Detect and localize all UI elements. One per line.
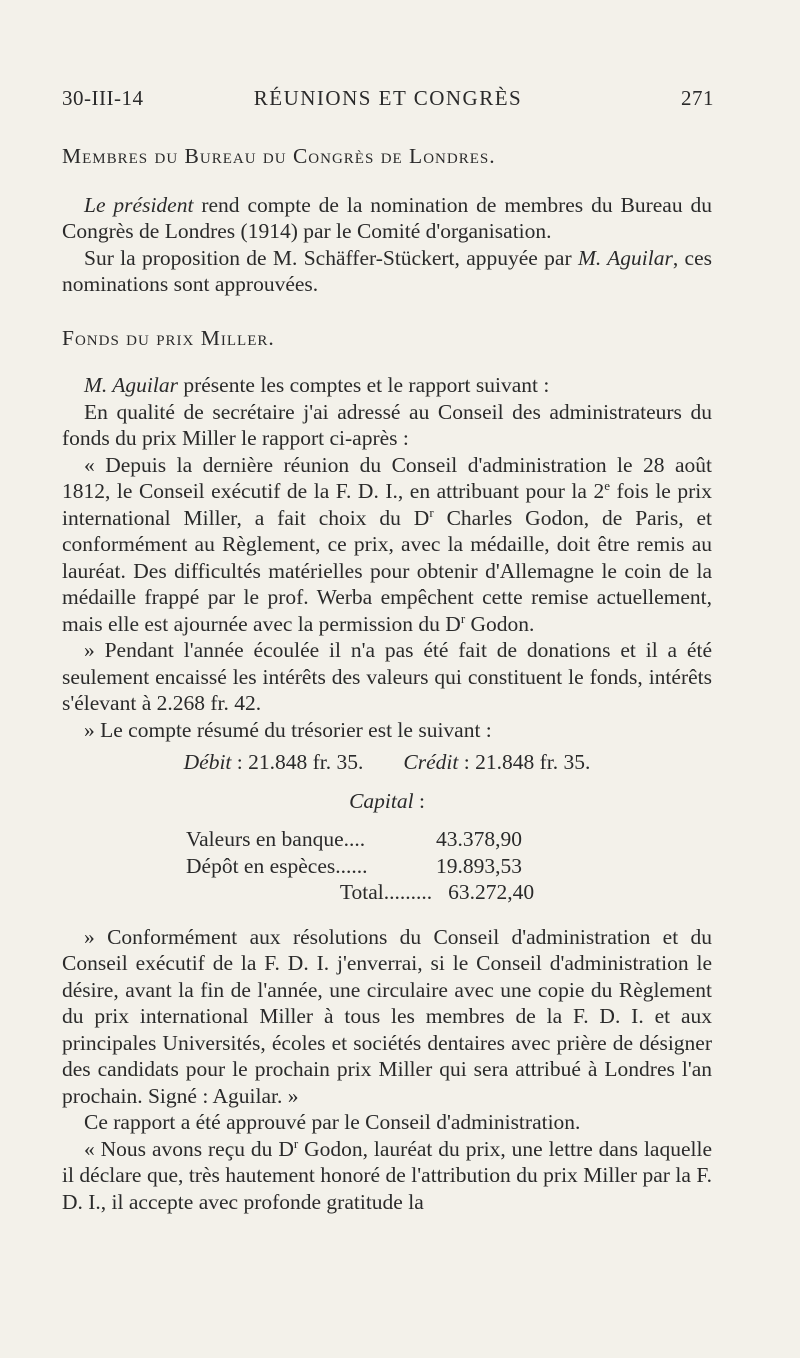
paragraph-proposition <box>62 245 712 298</box>
paragraph-treasurer: » Le compte résumé du trésorier est le suivant : <box>84 717 492 742</box>
paragraph-president <box>62 192 712 245</box>
row-value: 63.272,40 <box>448 880 535 904</box>
paragraph-text: Godon, lauréat du prix, une lettre dans laquelle il déclare que, très hautement honoré de l'attribution du prix Miller par la F. D. I., il accepte avec profonde gratitude la <box>62 1136 713 1214</box>
section-title-bureau: Membres du Bureau du Congrès de Londres. <box>62 144 496 168</box>
table-row <box>186 826 586 853</box>
paragraph-text: Sur la proposition de M. Schäffer-Stückert, appuyée par <box>84 245 578 270</box>
debit <box>184 749 364 776</box>
page-body <box>62 143 712 1215</box>
row-value: 43.378,90 <box>436 827 522 851</box>
debit-credit-row <box>62 749 712 776</box>
header-date: 30-III-14 <box>62 86 144 110</box>
speaker-name: Le président <box>84 192 194 217</box>
paragraph-text: , ces nominations sont approuvées. <box>62 245 713 296</box>
superscript: e <box>604 477 611 493</box>
capital-label: Capital <box>349 788 414 813</box>
page-number: 271 <box>681 86 714 110</box>
paragraph-approved: Ce rapport a été approuvé par le Conseil d'administration. <box>84 1110 581 1134</box>
superscript: r <box>460 610 466 626</box>
row-label: Valeurs en banque.... <box>186 827 366 851</box>
accounts-summary <box>62 749 712 906</box>
row-value: 19.893,53 <box>436 853 522 878</box>
row-label: Total......... <box>339 880 433 904</box>
paragraph-text: Godon. <box>465 611 535 636</box>
paragraph-text: rend compte de la nomination de membres du Bureau du Congrès de Londres (1914) par le Comité d'organisation. <box>62 192 712 243</box>
credit <box>403 749 590 776</box>
capital-colon: : <box>413 788 425 813</box>
capital-table <box>186 826 586 906</box>
superscript: r <box>429 504 434 520</box>
paragraph-aguilar <box>62 372 712 399</box>
superscript: r <box>293 1135 299 1151</box>
paragraph-resolutions: » Conformément aux résolutions du Conseil d'administration et du Conseil exécutif de la F. D. I. j'enverrai, si le Conseil d'administration le désire, avant la fin de l'année, une circulaire avec une copie du Règlement du prix international Miller à tous les membres de la F. D. I. et aux principales Universités, écoles et sociétés dentaires avec prière de désigner des candidats pour le prochain prix Miller qui sera attribué à Londres l'an prochain. Signé : Aguilar. » <box>62 924 712 1108</box>
header-title: RÉUNIONS ET CONGRÈS <box>253 86 523 110</box>
paragraph-text: présente les comptes et le rapport suivant : <box>177 373 550 397</box>
paragraph-text: Charles Godon, de Paris, et conformément au Règlement, ce prix, avec la médaille, doit être remis au lauréat. Des difficultés matérielles pour obtenir d'Allemagne le coin de la médaille frappé par le prof. Werba empêchent cette remise actuellement, mais elle est ajournée avec la permission du D <box>62 505 712 636</box>
paragraph-text: « Depuis la dernière réunion du Conseil d'administration le 28 août 1812, le Conseil exécutif de la F. D. I., en attribuant pour la 2 <box>62 452 712 503</box>
debit-label: Débit <box>183 750 232 774</box>
paragraph-report <box>62 452 712 638</box>
row-label: Dépôt en espèces...... <box>186 853 368 878</box>
table-row-total <box>186 879 586 906</box>
paragraph-text: fois le prix international Miller, a fait choix du D <box>62 479 712 530</box>
credit-value: : 21.848 fr. 35. <box>458 750 591 774</box>
paragraph-godon-letter <box>62 1136 712 1216</box>
capital-heading <box>62 788 712 815</box>
paragraph-text: « Nous avons reçu du D <box>84 1136 294 1161</box>
table-row <box>186 853 586 880</box>
speaker-name: M. Aguilar <box>577 245 673 270</box>
paragraph-donations: » Pendant l'année écoulée il n'a pas été fait de donations et il a été seulement encaissé les intérêts des valeurs qui constituent le fonds, intérêts s'élevant à 2.268 fr. 42. <box>62 638 712 715</box>
section-title-miller: Fonds du prix Miller. <box>62 325 275 350</box>
speaker-name: M. Aguilar <box>84 373 178 397</box>
debit-value: : 21.848 fr. 35. <box>231 750 364 774</box>
credit-label: Crédit <box>403 750 459 774</box>
paragraph-secretary: En qualité de secrétaire j'ai adressé au Conseil des administrateurs du fonds du prix Miller le rapport ci-après : <box>62 399 712 450</box>
